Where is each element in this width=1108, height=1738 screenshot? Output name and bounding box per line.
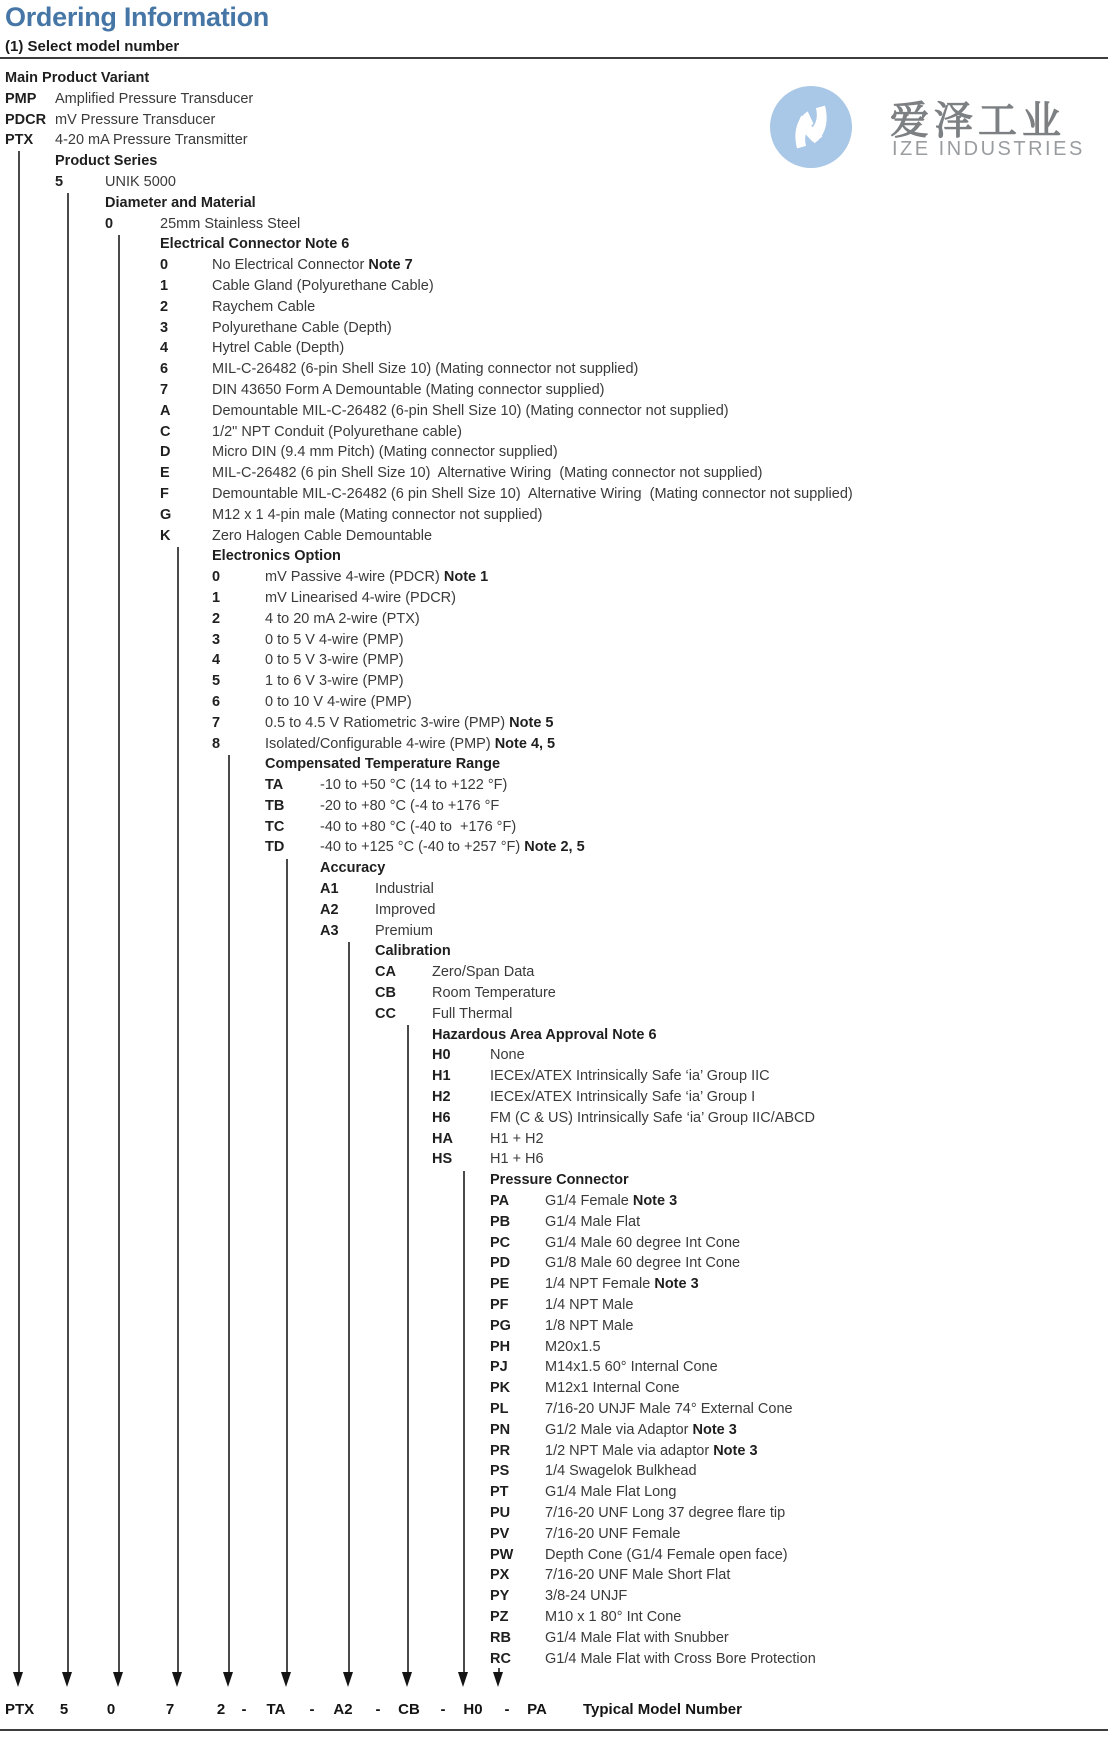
option-row-calibration-CA: [0, 962, 853, 983]
tier-heading-hazardous-area-approval: Hazardous Area Approval Note 6: [432, 1026, 657, 1043]
option-row-main-product-variant-PDCR: [0, 110, 853, 131]
bottom-divider: [0, 1729, 1108, 1731]
model-number-tree: [0, 68, 853, 1669]
option-code: H6: [432, 1109, 451, 1126]
option-code: HS: [432, 1151, 453, 1168]
top-divider: [0, 57, 1108, 59]
option-row-accuracy-A1: [0, 879, 853, 900]
option-description: H1 + H2: [490, 1130, 544, 1147]
option-note: Note 3: [692, 1421, 737, 1438]
option-row-calibration-CC: [0, 1004, 853, 1025]
option-code: PU: [490, 1504, 511, 1521]
option-code: 0: [105, 215, 114, 232]
option-row-compensated-temperature-range-TC: [0, 817, 853, 838]
option-description: M12x1 Internal Cone: [545, 1380, 680, 1397]
model-code-0: 0: [106, 1701, 116, 1718]
option-code: RC: [490, 1650, 511, 1667]
tier-heading-diameter-and-material: Diameter and Material: [105, 194, 256, 211]
option-code: 1: [160, 277, 169, 294]
option-row-hazardous-area-approval-H2: [0, 1087, 853, 1108]
option-description: 25mm Stainless Steel: [160, 215, 301, 232]
option-row-electrical-connector-A: [0, 401, 853, 422]
option-note: Note 7: [368, 257, 413, 274]
option-code: F: [160, 485, 169, 502]
option-description: Industrial: [375, 881, 434, 898]
model-code-PA: PA: [527, 1701, 547, 1718]
option-code: PH: [490, 1338, 511, 1355]
option-description: 1/4 NPT Female: [545, 1276, 655, 1293]
option-description: G1/4 Male Flat with Cross Bore Protection: [545, 1650, 816, 1667]
option-code: D: [160, 444, 171, 461]
option-code: 5: [212, 673, 221, 690]
option-code: TD: [265, 839, 285, 856]
option-row-electrical-connector-G: [0, 505, 853, 526]
arrow-down-icon: [62, 1672, 72, 1687]
option-description: No Electrical Connector: [212, 257, 369, 274]
option-row-calibration-CB: [0, 983, 853, 1004]
option-row-electrical-connector-7: [0, 380, 853, 401]
option-row-pressure-connector-PC: [0, 1233, 853, 1254]
option-description: M20x1.5: [545, 1338, 601, 1355]
option-note: Note 3: [654, 1276, 699, 1293]
option-row-accuracy-A2: [0, 900, 853, 921]
option-code: 4: [212, 652, 221, 669]
option-description: G1/4 Female: [545, 1193, 633, 1210]
arrow-down-icon: [402, 1672, 412, 1687]
option-code: 2: [212, 610, 221, 627]
model-code-H0: H0: [463, 1701, 483, 1718]
option-code: 0: [212, 569, 221, 586]
option-row-electronics-option-0: [0, 567, 853, 588]
arrow-down-icon: [281, 1672, 291, 1687]
option-code: TC: [265, 818, 285, 835]
option-description: M12 x 1 4-pin male (Mating connector not supplied): [212, 506, 543, 523]
model-code-5: 5: [59, 1701, 69, 1718]
option-description: mV Linearised 4-wire (PDCR): [265, 589, 456, 606]
option-code: CC: [375, 1005, 396, 1022]
option-code: 4: [160, 340, 169, 357]
option-description: 7/16-20 UNJF Male 74° External Cone: [545, 1401, 793, 1417]
option-row-electronics-option-8: [0, 734, 853, 755]
option-row-pressure-connector-PA: [0, 1191, 853, 1212]
option-code: PW: [490, 1546, 514, 1563]
option-row-pressure-connector-RC: [0, 1649, 853, 1670]
option-row-pressure-connector-RB: [0, 1628, 853, 1649]
option-description: 0 to 5 V 3-wire (PMP): [265, 652, 404, 669]
option-description: 0.5 to 4.5 V Ratiometric 3-wire (PMP): [265, 714, 510, 731]
option-code: PDCR: [5, 111, 47, 128]
option-code: PC: [490, 1234, 511, 1251]
option-description: 4-20 mA Pressure Transmitter: [55, 132, 248, 149]
option-row-pressure-connector-PN: [0, 1420, 853, 1441]
option-description: IECEx/ATEX Intrinsically Safe ‘ia’ Group I: [490, 1089, 756, 1106]
option-description: 0 to 5 V 4-wire (PMP): [265, 631, 404, 648]
option-description: 1/2 NPT Male via adaptor: [545, 1442, 714, 1459]
option-description: Depth Cone (G1/4 Female open face): [545, 1546, 788, 1563]
option-row-hazardous-area-approval-HS: [0, 1149, 853, 1170]
option-code: PN: [490, 1421, 511, 1438]
option-row-pressure-connector-PW: [0, 1545, 853, 1566]
option-code: PV: [490, 1525, 510, 1542]
option-description: G1/4 Male Flat: [545, 1213, 641, 1230]
option-description: Polyurethane Cable (Depth): [212, 319, 392, 336]
option-description: G1/4 Male Flat with Snubber: [545, 1629, 729, 1646]
option-code: 6: [212, 693, 221, 710]
option-row-pressure-connector-PH: [0, 1337, 853, 1358]
option-row-electrical-connector-E: [0, 463, 853, 484]
option-row-hazardous-area-approval-H1: [0, 1066, 853, 1087]
option-description: Premium: [375, 922, 434, 939]
option-row-pressure-connector-PK: [0, 1378, 853, 1399]
option-row-electronics-option-2: [0, 609, 853, 630]
option-row-compensated-temperature-range-TD: [0, 837, 853, 858]
option-row-accuracy-A3: [0, 921, 853, 942]
option-code: E: [160, 465, 170, 482]
option-description: Zero Halogen Cable Demountable: [212, 527, 433, 544]
option-row-pressure-connector-PV: [0, 1524, 853, 1545]
option-row-diameter-and-material-0: [0, 214, 853, 235]
option-row-electrical-connector-0: [0, 255, 853, 276]
option-row-compensated-temperature-range-TB: [0, 796, 853, 817]
option-note: Note 1: [443, 569, 489, 586]
option-description: -10 to +50 °C (14 to +122 °F): [320, 777, 508, 794]
model-code-separator: -: [504, 1701, 510, 1718]
option-code: K: [160, 527, 171, 544]
option-row-electronics-option-5: [0, 671, 853, 692]
option-description: Hytrel Cable (Depth): [212, 340, 345, 357]
option-description: M10 x 1 80° Int Cone: [545, 1608, 682, 1625]
arrow-down-icon: [13, 1672, 23, 1687]
tier-heading-product-series: Product Series: [55, 153, 158, 170]
option-code: PR: [490, 1442, 511, 1459]
option-row-hazardous-area-approval-H6: [0, 1108, 853, 1129]
option-code: H2: [432, 1089, 451, 1106]
option-row-pressure-connector-PL: [0, 1399, 853, 1420]
option-code: PX: [490, 1567, 510, 1584]
option-code: 7: [212, 714, 221, 731]
option-row-hazardous-area-approval-H0: [0, 1045, 853, 1066]
option-description: -40 to +125 °C (-40 to +257 °F): [320, 839, 525, 856]
option-row-compensated-temperature-range-TA: [0, 775, 853, 796]
page-title: Ordering Information: [5, 2, 270, 32]
option-description: Cable Gland (Polyurethane Cable): [212, 277, 434, 294]
option-code: 2: [160, 298, 169, 315]
option-description: MIL-C-26482 (6 pin Shell Size 10) Alternative Wiring (Mating connector not supplied): [212, 465, 763, 482]
model-code-PTX: PTX: [5, 1701, 35, 1718]
option-row-hazardous-area-approval-HA: [0, 1129, 853, 1150]
tier-heading-accuracy: Accuracy: [320, 860, 386, 877]
option-row-electrical-connector-C: [0, 422, 853, 443]
option-row-product-series-5: [0, 172, 853, 193]
model-code-separator: -: [309, 1701, 315, 1718]
option-description: G1/2 Male via Adaptor: [545, 1421, 693, 1438]
typical-model-number-label: Typical Model Number: [583, 1701, 742, 1718]
option-description: 1/8 NPT Male: [545, 1317, 634, 1334]
option-code: PK: [490, 1380, 511, 1397]
option-code: TB: [265, 797, 285, 814]
option-description: 1/4 NPT Male: [545, 1297, 634, 1314]
option-code: HA: [432, 1130, 453, 1147]
option-row-pressure-connector-PZ: [0, 1607, 853, 1628]
option-row-electrical-connector-6: [0, 359, 853, 380]
option-description: Demountable MIL-C-26482 (6 pin Shell Size 10) Alternative Wiring (Mating connector not supplied): [212, 485, 853, 502]
option-code: A: [160, 402, 171, 419]
option-code: PE: [490, 1276, 510, 1293]
arrow-down-icon: [223, 1672, 233, 1687]
option-description: 7/16-20 UNF Long 37 degree flare tip: [545, 1504, 786, 1521]
option-row-pressure-connector-PJ: [0, 1357, 853, 1378]
option-description: Micro DIN (9.4 mm Pitch) (Mating connector supplied): [212, 444, 558, 461]
arrow-down-icon: [458, 1672, 468, 1687]
option-description: mV Pressure Transducer: [55, 111, 216, 128]
option-description: 0 to 10 V 4-wire (PMP): [265, 693, 412, 710]
option-description: UNIK 5000: [105, 173, 176, 190]
option-code: RB: [490, 1629, 511, 1646]
model-code-separator: -: [440, 1701, 446, 1718]
option-code: PY: [490, 1588, 510, 1605]
option-description: G1/4 Male 60 degree Int Cone: [545, 1234, 741, 1251]
tier-heading-electrical-connector: Electrical Connector Note 6: [160, 236, 350, 253]
option-code: PF: [490, 1297, 509, 1314]
option-code: PA: [490, 1193, 510, 1210]
option-description: DIN 43650 Form A Demountable (Mating connector supplied): [212, 381, 605, 398]
option-description: -20 to +80 °C (-4 to +176 °F: [320, 797, 500, 814]
option-description: MIL-C-26482 (6-pin Shell Size 10) (Mating connector not supplied): [212, 361, 639, 378]
select-model-number-heading: (1) Select model number: [5, 38, 180, 55]
option-row-electronics-option-1: [0, 588, 853, 609]
option-code: CA: [375, 964, 396, 981]
option-code: PTX: [5, 132, 34, 149]
arrow-down-icon: [172, 1672, 182, 1687]
logo-chinese-text: 爱泽工业: [890, 100, 1067, 143]
option-code: 6: [160, 361, 169, 378]
option-code: PJ: [490, 1359, 508, 1376]
option-code: A2: [320, 901, 339, 918]
option-row-electrical-connector-F: [0, 484, 853, 505]
option-description: FM (C & US) Intrinsically Safe ‘ia’ Group IIC/ABCD: [490, 1109, 815, 1126]
option-code: PS: [490, 1463, 510, 1480]
option-note: Note 3: [632, 1193, 678, 1210]
option-description: Amplified Pressure Transducer: [55, 90, 254, 107]
option-row-electrical-connector-1: [0, 276, 853, 297]
option-row-pressure-connector-PS: [0, 1461, 853, 1482]
option-row-electronics-option-7: [0, 713, 853, 734]
option-row-pressure-connector-PY: [0, 1586, 853, 1607]
option-row-pressure-connector-PD: [0, 1253, 853, 1274]
option-description: M14x1.5 60° Internal Cone: [545, 1359, 718, 1376]
model-code-separator: -: [241, 1701, 247, 1718]
option-row-main-product-variant-PTX: [0, 130, 853, 151]
option-description: Demountable MIL-C-26482 (6-pin Shell Size 10) (Mating connector not supplied): [212, 402, 729, 419]
option-code: 0: [160, 257, 169, 274]
model-code-CB: CB: [398, 1701, 420, 1718]
model-code-A2: A2: [333, 1701, 353, 1718]
option-description: 7/16-20 UNF Female: [545, 1525, 681, 1542]
option-code: PB: [490, 1213, 511, 1230]
option-description: 1/4 Swagelok Bulkhead: [545, 1463, 697, 1480]
option-note: Note 5: [509, 714, 554, 731]
option-row-electronics-option-4: [0, 650, 853, 671]
option-code: PL: [490, 1401, 509, 1417]
tier-heading-compensated-temperature-range: Compensated Temperature Range: [265, 756, 501, 773]
option-description: mV Passive 4-wire (PDCR): [265, 569, 444, 586]
option-description: G1/4 Male Flat Long: [545, 1484, 677, 1501]
option-row-electrical-connector-D: [0, 442, 853, 463]
option-row-pressure-connector-PG: [0, 1316, 853, 1337]
option-description: IECEx/ATEX Intrinsically Safe ‘ia’ Group IIC: [490, 1068, 770, 1085]
option-row-pressure-connector-PF: [0, 1295, 853, 1316]
option-description: 3/8-24 UNJF: [545, 1588, 628, 1605]
option-code: PG: [490, 1317, 511, 1334]
option-code: A1: [320, 881, 339, 898]
option-description: Improved: [375, 901, 436, 918]
option-row-pressure-connector-PR: [0, 1441, 853, 1462]
option-row-electrical-connector-2: [0, 297, 853, 318]
option-description: 1/2" NPT Conduit (Polyurethane cable): [212, 423, 462, 440]
option-description: Raychem Cable: [212, 298, 316, 315]
option-code: C: [160, 423, 171, 440]
option-note: Note 4, 5: [494, 735, 556, 752]
option-code: H1: [432, 1068, 451, 1085]
option-code: PT: [490, 1484, 509, 1501]
option-row-electronics-option-3: [0, 630, 853, 651]
option-description: H1 + H6: [490, 1151, 544, 1168]
option-code: 7: [160, 381, 169, 398]
option-row-electronics-option-6: [0, 692, 853, 713]
option-code: PMP: [5, 90, 37, 107]
option-code: TA: [265, 777, 284, 794]
option-note: Note 2, 5: [524, 839, 585, 856]
option-row-pressure-connector-PU: [0, 1503, 853, 1524]
option-code: 8: [212, 735, 221, 752]
option-row-electrical-connector-4: [0, 338, 853, 359]
option-code: 5: [55, 173, 64, 190]
model-code-7: 7: [165, 1701, 175, 1718]
arrow-down-icon: [113, 1672, 123, 1687]
tier-heading-main-product-variant: Main Product Variant: [5, 70, 150, 86]
option-description: Isolated/Configurable 4-wire (PMP): [265, 735, 495, 752]
option-row-main-product-variant-PMP: [0, 89, 853, 110]
option-description: Full Thermal: [432, 1005, 513, 1022]
arrow-down-icon: [343, 1672, 353, 1687]
option-code: 3: [160, 319, 169, 336]
model-code-separator: -: [375, 1701, 381, 1718]
option-description: 1 to 6 V 3-wire (PMP): [265, 673, 404, 690]
tier-heading-pressure-connector: Pressure Connector: [490, 1172, 629, 1189]
option-code: PZ: [490, 1608, 509, 1625]
option-row-electrical-connector-3: [0, 318, 853, 339]
option-description: Room Temperature: [432, 985, 556, 1002]
option-code: G: [160, 506, 172, 523]
logo-latin-text: IZE INDUSTRIES: [892, 138, 1085, 160]
option-code: 1: [212, 589, 221, 606]
option-description: -40 to +80 °C (-40 to +176 °F): [320, 818, 517, 835]
option-description: None: [490, 1047, 525, 1064]
tier-heading-calibration: Calibration: [375, 943, 451, 960]
option-code: PD: [490, 1255, 511, 1272]
option-description: G1/8 Male 60 degree Int Cone: [545, 1255, 741, 1272]
option-row-pressure-connector-PX: [0, 1565, 853, 1586]
option-code: H0: [432, 1047, 451, 1064]
option-code: 3: [212, 631, 221, 648]
model-code-2: 2: [216, 1701, 226, 1718]
option-note: Note 3: [713, 1442, 758, 1459]
option-code: CB: [375, 985, 396, 1002]
option-description: 7/16-20 UNF Male Short Flat: [545, 1567, 731, 1584]
option-row-pressure-connector-PB: [0, 1212, 853, 1233]
arrow-down-icon: [493, 1672, 503, 1687]
typical-model-number-row: [0, 1701, 1108, 1723]
option-row-pressure-connector-PT: [0, 1482, 853, 1503]
option-code: A3: [320, 922, 339, 939]
model-code-TA: TA: [266, 1701, 286, 1718]
tier-heading-electronics-option: Electronics Option: [212, 548, 341, 565]
option-description: Zero/Span Data: [432, 964, 535, 981]
option-row-pressure-connector-PE: [0, 1274, 853, 1295]
option-description: 4 to 20 mA 2-wire (PTX): [265, 610, 420, 627]
option-row-electrical-connector-K: [0, 526, 853, 547]
